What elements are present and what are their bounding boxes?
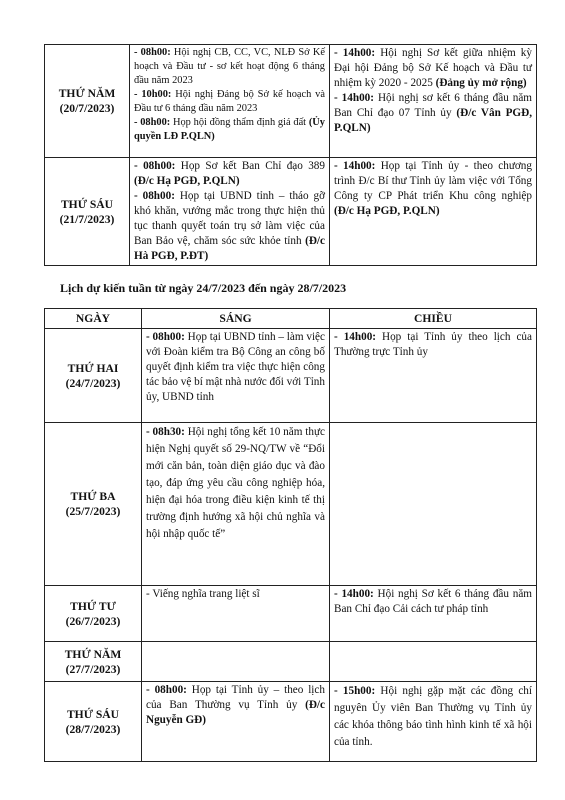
week-heading: Lịch dự kiến tuần từ ngày 24/7/2023 đến ngày 28/7/2023 (60, 281, 347, 295)
schedule-item: - 14h00: Hội nghị Sơ kết 6 tháng đầu năm Ban Chỉ đạo Cải cách tư pháp tỉnh (334, 588, 532, 615)
schedule-item: - 08h00: Hội nghị CB, CC, VC, NLĐ Sở Kế hoạch và Đầu tư - sơ kết hoạt động 6 tháng đầu năm 2023 (134, 47, 325, 86)
table-row (45, 642, 537, 682)
day-name: THỨ SÁU (60, 197, 114, 211)
day-name: THỨ BA (70, 490, 116, 503)
schedule-item: - 08h00: Họp Sơ kết Ban Chỉ đạo 389 (Đ/c Hạ PGĐ, P.QLN) (134, 160, 325, 187)
schedule-item: - 08h00: Họp tại UBND tỉnh – làm việc với Đoàn kiểm tra Bộ Công an công bố quyết định kiểm tra việc thực hiện công tác bảo vệ bí mật nhà nước đối với Tỉnh ủy, UBND tỉnh (146, 331, 325, 403)
afternoon-cell (330, 682, 537, 762)
day-date: (20/7/2023) (59, 102, 115, 115)
day-name: THỨ SÁU (66, 707, 120, 721)
table-row (45, 682, 537, 762)
afternoon-cell (330, 158, 537, 266)
day-date: (26/7/2023) (65, 614, 121, 628)
day-date: (28/7/2023) (65, 722, 121, 736)
day-cell (45, 586, 142, 642)
morning-cell (142, 586, 330, 642)
day-name: THỨ HAI (67, 361, 119, 375)
column-header-afternoon: CHIỀU (330, 309, 537, 329)
day-cell (45, 423, 142, 586)
schedule-item: - Viếng nghĩa trang liệt sĩ (146, 588, 260, 600)
schedule-item: - 14h00: Họp tại Tỉnh ủy - theo chương trình Đ/c Bí thư Tỉnh ủy làm việc với Tổng Công ty CP Phát triển Khu công nghiệp (Đ/c Hạ PGĐ, P.QLN) (334, 160, 532, 217)
morning-cell (130, 45, 330, 158)
schedule-item: - 14h00: Họp tại Tỉnh ủy theo lịch của Thường trực Tỉnh ủy (334, 331, 532, 358)
day-date: (24/7/2023) (65, 376, 121, 390)
schedule-item: - 15h00: Hội nghị gặp mặt các đồng chí nguyên Ủy viên Ban Thường vụ Tỉnh ủy các khóa thông báo tình hình kinh tế xã hội của tỉnh. (334, 685, 532, 748)
day-date: (21/7/2023) (59, 212, 115, 226)
morning-cell (142, 642, 330, 682)
schedule-item: - 08h00: Họp tại UBND tỉnh – tháo gỡ khó khăn, vướng mắc trong thực hiện thủ tục thanh quyết toán trụ sở làm việc của Ban Bảo vệ, chăm sóc sức khỏe tỉnh (Đ/c Hà PGĐ, P.ĐT) (134, 190, 325, 262)
afternoon-cell (330, 423, 537, 586)
schedule-item: - 10h00: Hội nghị Đảng bộ Sở kế hoạch và Đầu tư 6 tháng đầu năm 2023 (134, 89, 325, 114)
day-name: THỨ NĂM (58, 87, 116, 100)
column-header-morning: SÁNG (142, 309, 330, 329)
afternoon-cell (330, 329, 537, 423)
table-row (45, 158, 537, 266)
afternoon-cell (330, 586, 537, 642)
day-cell (45, 682, 142, 762)
schedule-item: - 08h30: Hội nghị tổng kết 10 năm thực hiện Nghị quyết số 29-NQ/TW về “Đổi mới căn bản, toàn diện giáo dục và đào tạo, đáp ứng yêu cầu công nghiệp hóa, hiện đại hóa trong điều kiện kinh tế thị trường định hướng xã hội chủ nghĩa và hội nhập quốc tế” (146, 426, 325, 540)
column-header-day: NGÀY (45, 309, 142, 329)
day-date: (25/7/2023) (65, 505, 121, 518)
day-date: (27/7/2023) (65, 662, 121, 676)
table-row (45, 586, 537, 642)
table-row (45, 329, 537, 423)
day-name: THỨ TƯ (70, 599, 116, 613)
schedule-item: - 14h00: Hội nghị Sơ kết giữa nhiệm kỳ Đại hội Đảng bộ Sở Kế hoạch và Đầu tư nhiệm kỳ 2020 - 2025 (Đảng ủy mở rộng) (334, 47, 532, 89)
schedule-item: - 14h00: Hội nghị sơ kết 6 tháng đầu năm Ban Chỉ đạo 07 Tỉnh ủy (Đ/c Vân PGĐ, P.QLN) (334, 92, 532, 134)
day-cell (45, 329, 142, 423)
table-row (45, 45, 537, 158)
afternoon-cell (330, 45, 537, 158)
day-cell (45, 45, 130, 158)
table-row (45, 423, 537, 586)
schedule-item: - 08h00: Họp tại Tỉnh ủy – theo lịch của Ban Thường vụ Tỉnh ủy (Đ/c Nguyễn GĐ) (146, 684, 325, 726)
afternoon-cell (330, 642, 537, 682)
day-name: THỨ NĂM (64, 647, 122, 661)
day-cell (45, 642, 142, 682)
header-row (45, 309, 537, 329)
schedule-item: - 08h00: Họp hội đồng thẩm định giá đất (Ủy quyền LĐ P.QLN) (134, 117, 325, 142)
morning-cell (142, 329, 330, 423)
morning-cell (142, 423, 330, 586)
morning-cell (142, 682, 330, 762)
day-cell (45, 158, 130, 266)
schedule-table-week-1 (44, 44, 537, 266)
morning-cell (130, 158, 330, 266)
schedule-table-week-2 (44, 308, 537, 762)
